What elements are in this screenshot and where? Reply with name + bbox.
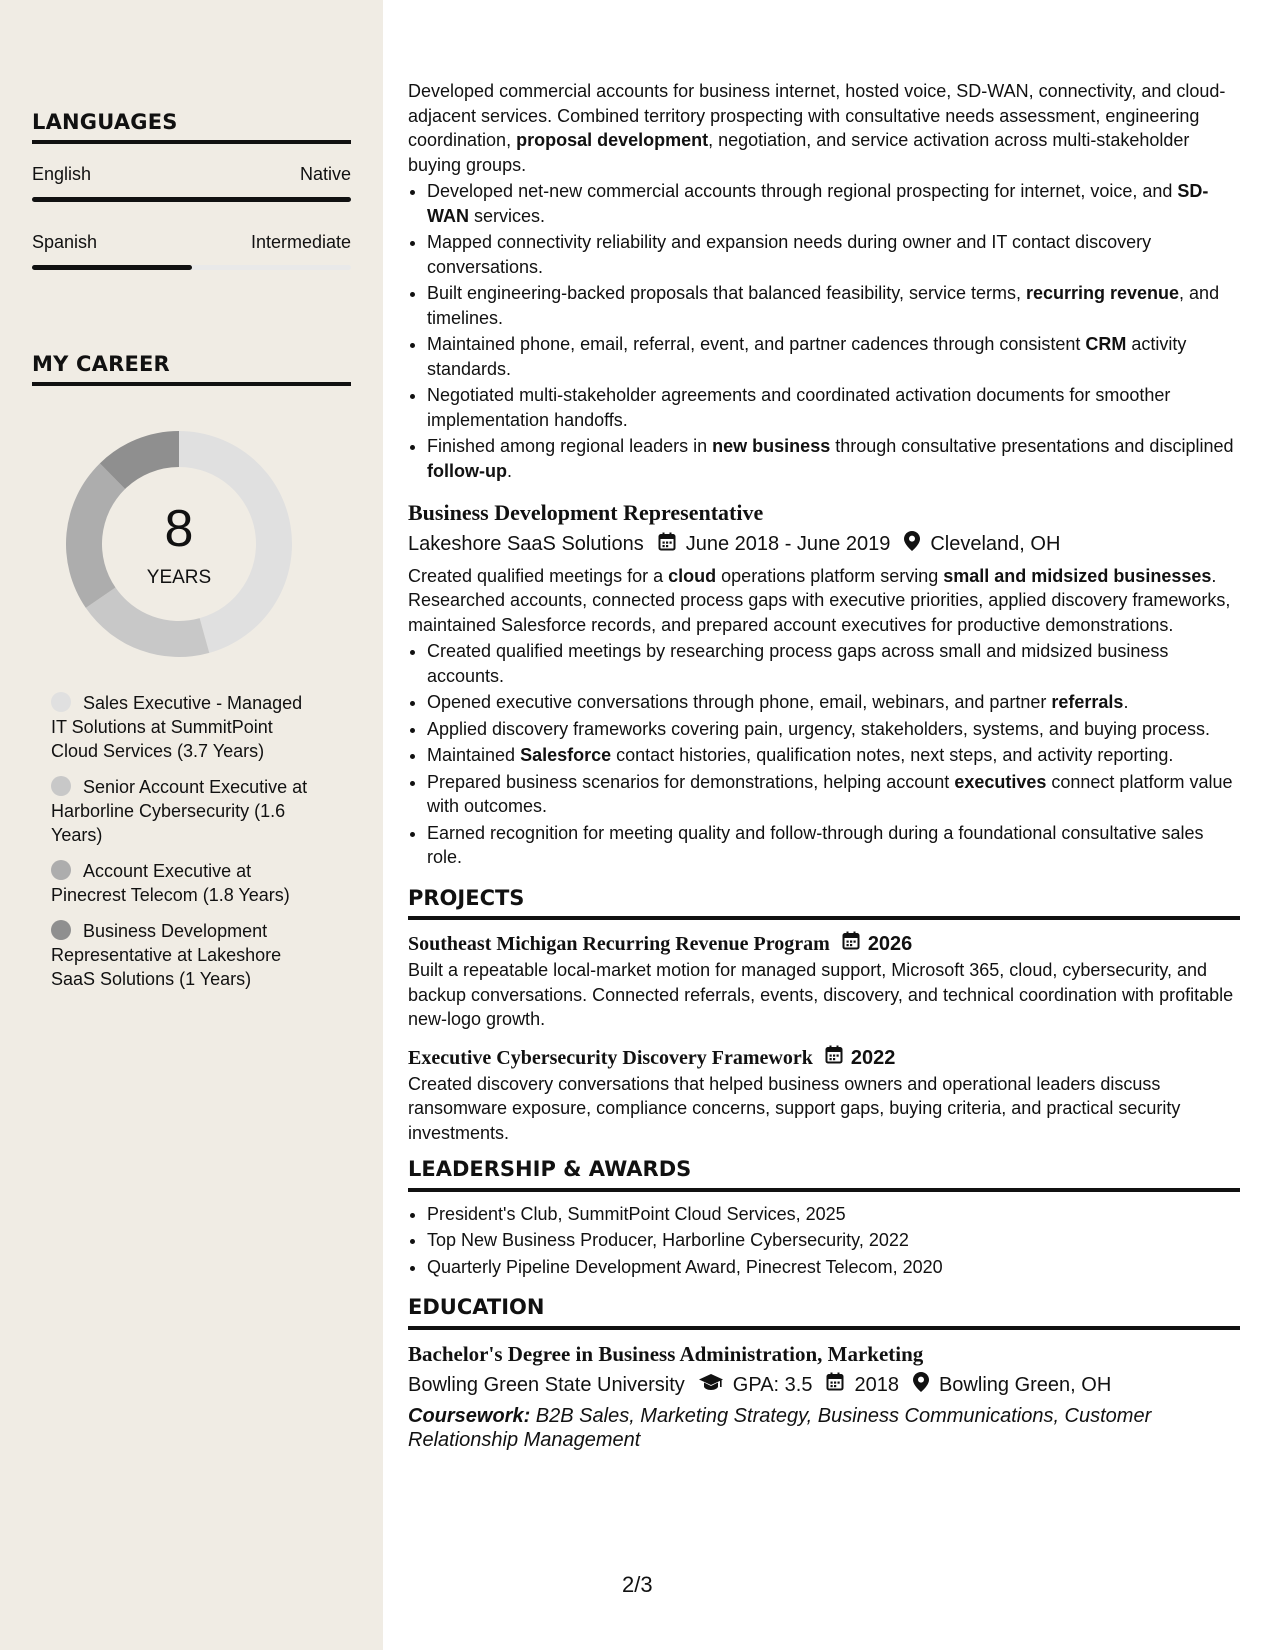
gpa: GPA: 3.5 (732, 1373, 813, 1396)
coursework-label: Coursework: (408, 1405, 531, 1427)
education-location: Bowling Green, OH (938, 1373, 1112, 1396)
years-label: YEARS (146, 567, 212, 588)
projects-heading: PROJECTS (408, 886, 1240, 921)
bullet-text: contact histories, qualification notes, next steps, and activity reporting. (611, 745, 1174, 765)
bullet-item (427, 743, 1240, 768)
bullet-bold: Salesforce (520, 745, 612, 765)
bullet-bold: recurring revenue (1025, 283, 1180, 303)
bullet-item (427, 770, 1240, 819)
summary-text: . Researched accounts, connected process gaps with executive priorities, applied discovery frameworks, maintained Salesforce records, and prepared account executives for productive demonstrations. (408, 565, 1231, 635)
donut-center (66, 431, 292, 657)
bullet-bold: new business (712, 436, 831, 456)
career-label: Sales Executive - Managed IT Solutions at SummitPoint Cloud Services (3.7 Years) (51, 693, 303, 761)
bullet-text: Opened executive conversations through phone, email, webinars, and partner (427, 692, 1052, 712)
bullet-item (427, 434, 1240, 483)
bullet-bold: CRM (1085, 334, 1127, 354)
bullet-item (427, 281, 1240, 330)
career-section (32, 352, 351, 386)
languages-section (32, 110, 351, 270)
language-level: Intermediate (250, 232, 351, 252)
bullet-text: Created qualified meetings by researching process gaps across small and midsized business accounts. (427, 641, 1169, 686)
bullet-text: through consultative presentations and disciplined (830, 436, 1234, 456)
bullet-item (427, 179, 1240, 228)
legend-dot (51, 692, 71, 712)
bullet-bold: executives (954, 771, 1047, 792)
bullet-bold: follow-up (427, 460, 507, 481)
summary-text: Developed commercial accounts for business internet, hosted voice, SD-WAN, connectivity, and cloud-adjacent services. Combined territory prospecting with consultative needs assessment, engineering coordination, (408, 81, 1226, 150)
career-legend-item (51, 859, 321, 907)
language-level: Native (299, 164, 351, 184)
project-description: Created discovery conversations that helped business owners and operational leaders discuss ransomware exposure, compliance concerns, support gaps, buying criteria, and practical security investments. (408, 1073, 1181, 1143)
coursework-text: B2B Sales, Marketing Strategy, Business Communications, Customer Relationship Management (408, 1405, 1152, 1451)
legend-dot (51, 860, 71, 880)
career-label: Senior Account Executive at Harborline Cybersecurity (1.6 Years) (51, 777, 308, 845)
job-summary (408, 564, 1240, 638)
career-legend-item (51, 691, 321, 763)
bullet-text: Prepared business scenarios for demonstrations, helping account (427, 771, 955, 792)
calendar-icon (658, 532, 676, 558)
company-name: Lakeshore SaaS Solutions (408, 533, 644, 555)
job-bullets (408, 179, 1240, 483)
language-name: Spanish (32, 232, 98, 252)
total-years-value: 8 (164, 500, 194, 558)
calendar-icon (825, 1044, 843, 1072)
project-year: 2022 (850, 1046, 896, 1069)
career-legend-item (51, 775, 321, 847)
job-title: Business Development Representative (408, 500, 764, 525)
language-bar-fill (32, 197, 351, 202)
career-heading: MY CAREER (32, 352, 351, 386)
job-location: Cleveland, OH (930, 533, 1061, 555)
summary-bold: cloud (668, 565, 717, 586)
project-title-row (408, 1044, 1240, 1072)
bullet-item (427, 821, 1240, 870)
bullet-text: Maintained phone, email, referral, event, and partner cadences through consistent (427, 334, 1086, 354)
bullet-text: Finished among regional leaders in (427, 436, 713, 456)
education-heading: EDUCATION (408, 1295, 1240, 1330)
project-item (408, 930, 1240, 1032)
award-item: • Quarterly Pipeline Development Award, Pinecrest Telecom, 2020 (427, 1255, 1240, 1280)
job-bullets (408, 639, 1240, 870)
awards-heading: LEADERSHIP & AWARDS (408, 1157, 1240, 1192)
language-bar (32, 265, 351, 270)
bullet-bold: referrals (1051, 692, 1124, 712)
job-dates: June 2018 - June 2019 (685, 533, 891, 555)
language-bar-fill (32, 265, 192, 270)
bullet-text: Mapped connectivity reliability and expansion needs during owner and IT contact discovery conversations. (427, 232, 1152, 277)
bullet-text: Negotiated multi-stakeholder agreements and coordinated activation documents for smoother implementation handoffs. (427, 385, 1171, 430)
project-title-row (408, 930, 1240, 958)
page-number: 2/3 (622, 1572, 653, 1597)
bullet-text: , and timelines. (427, 283, 1220, 328)
project-item (408, 1044, 1240, 1146)
calendar-icon (826, 1372, 844, 1398)
bullet-text: services. (469, 205, 546, 226)
bullet-text: Maintained (427, 745, 521, 765)
language-bar (32, 197, 351, 202)
project-year: 2026 (867, 933, 913, 955)
awards-list (408, 1202, 1240, 1280)
career-legend (51, 691, 321, 1003)
project-description: Built a repeatable local-market motion for managed support, Microsoft 365, cloud, cybersecurity, and backup conversations. Connected referrals, events, discovery, and technical coordination with profitable new-logo growth. (408, 960, 1234, 1029)
school-name: Bowling Green State University (408, 1373, 685, 1396)
bullet-text: connect platform value with outcomes. (427, 771, 1233, 816)
legend-dot (51, 776, 71, 796)
job-meta (408, 531, 1240, 558)
graduation-year: 2018 (854, 1373, 899, 1396)
coursework (408, 1404, 1240, 1452)
main-content (408, 79, 1240, 1452)
summary-text: Created qualified meetings for a (408, 565, 669, 586)
bullet-text: Developed net-new commercial accounts through regional prospecting for internet, voice, and (427, 181, 1178, 201)
degree-title: Bachelor's Degree in Business Administration, Marketing (408, 1341, 924, 1366)
map-pin-icon (904, 531, 920, 558)
summary-text: , negotiation, and service activation across multi-stakeholder buying groups. (408, 130, 1190, 175)
language-row (32, 164, 351, 185)
job-summary (408, 79, 1240, 177)
project-title: Executive Cybersecurity Discovery Framework (408, 1046, 813, 1069)
map-pin-icon (913, 1372, 929, 1399)
bullet-item (427, 639, 1240, 688)
career-legend-item (51, 919, 321, 991)
bullet-text: Earned recognition for meeting quality and follow-through during a foundational consultative sales role. (427, 822, 1204, 867)
calendar-icon (842, 930, 860, 958)
bullet-text: activity standards. (427, 334, 1187, 379)
language-row (32, 232, 351, 253)
bullet-item (427, 383, 1240, 432)
bullet-item (427, 230, 1240, 279)
award-item: • Top New Business Producer, Harborline Cybersecurity, 2022 (427, 1228, 1240, 1253)
sidebar (0, 0, 383, 1650)
summary-bold: proposal development (516, 130, 709, 150)
bullet-item (427, 332, 1240, 381)
languages-heading: LANGUAGES (32, 110, 351, 144)
career-label: Business Development Representative at Lakeshore SaaS Solutions (1 Years) (51, 921, 282, 989)
project-title: Southeast Michigan Recurring Revenue Program (408, 933, 830, 955)
award-item: • President's Club, SummitPoint Cloud Services, 2025 (427, 1202, 1240, 1227)
bullet-text: Built engineering-backed proposals that balanced feasibility, service terms, (427, 283, 1026, 303)
bullet-text: . (506, 460, 512, 481)
bullet-text: . (1123, 692, 1129, 712)
summary-bold: small and midsized businesses (943, 565, 1212, 586)
bullet-text: Applied discovery frameworks covering pain, urgency, stakeholders, systems, and buying process. (427, 718, 1211, 739)
career-donut-chart (66, 431, 292, 657)
career-label: Account Executive at Pinecrest Telecom (1.8 Years) (51, 861, 290, 905)
graduation-cap-icon (699, 1373, 723, 1398)
bullet-item (427, 690, 1240, 715)
bullet-item (427, 717, 1240, 742)
language-name: English (32, 164, 92, 184)
legend-dot (51, 920, 71, 940)
education-meta (408, 1372, 1240, 1399)
bullet-bold: SD-WAN (427, 181, 1209, 226)
summary-text: operations platform serving (716, 565, 944, 586)
